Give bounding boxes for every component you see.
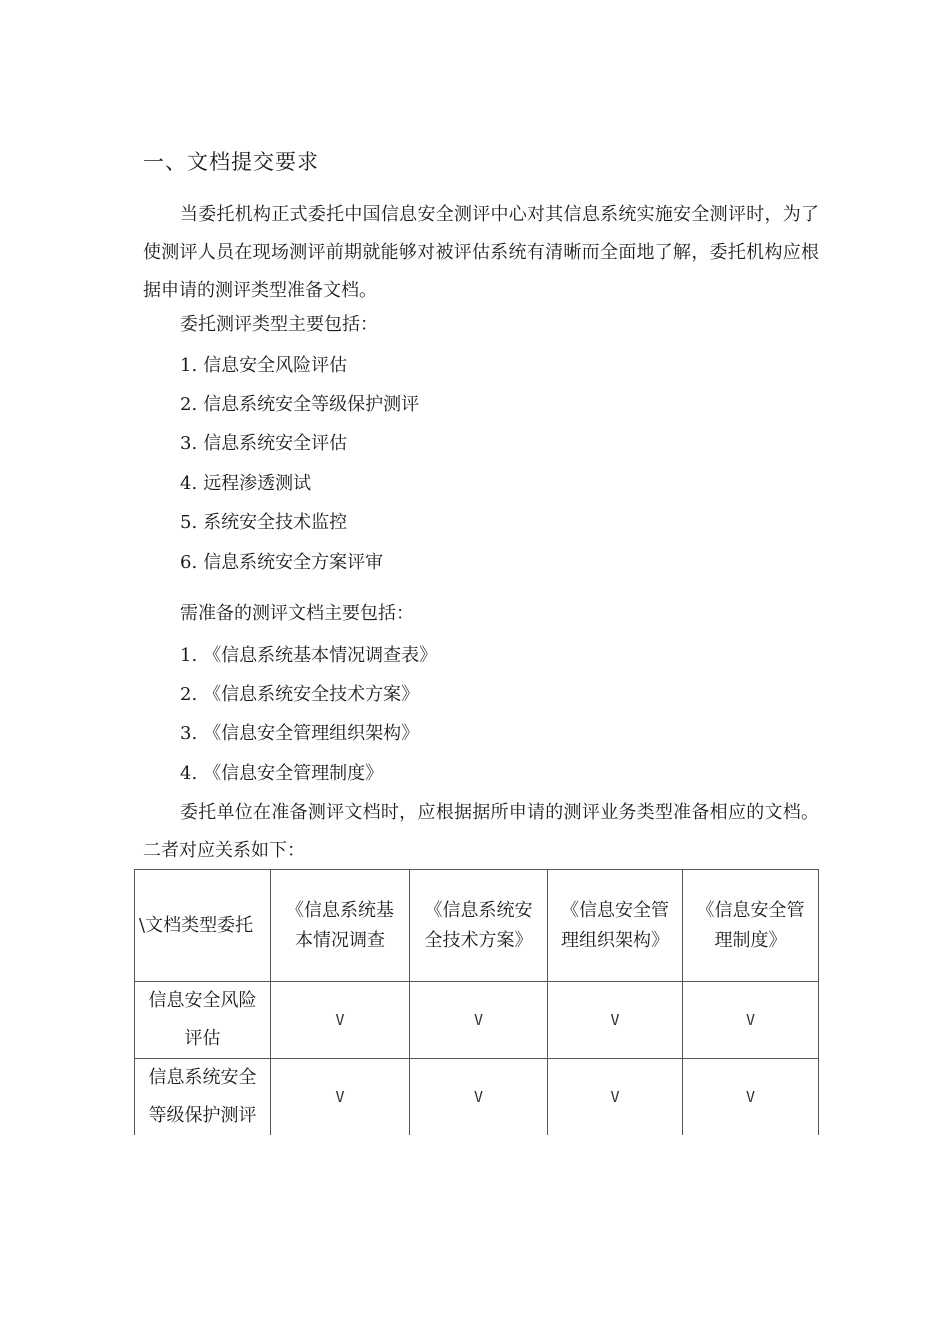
docs-title: 需准备的测评文档主要包括： bbox=[180, 603, 414, 624]
type-item-2 bbox=[180, 393, 419, 417]
intro-paragraph: 当委托机构正式委托中国信息安全测评中心对其信息系统实施安全测评时，为了使测评人员在现场测评前期就能够对被评估系统有清晰而全面地了解，委托机构应根据申请的测评类型准备文档。 bbox=[143, 204, 819, 301]
table-corner-cell: \文档类型委托 bbox=[135, 870, 271, 982]
table-row-label: 信息安全风险评估 bbox=[135, 982, 271, 1059]
doc-item-3 bbox=[180, 722, 419, 746]
list-number: 1. bbox=[180, 355, 198, 376]
doc-item-2 bbox=[180, 683, 419, 707]
type-item-3 bbox=[180, 432, 347, 456]
list-number: 3. bbox=[180, 433, 198, 454]
list-number: 4. bbox=[180, 763, 198, 784]
list-text: 《信息安全管理组织架构》 bbox=[203, 723, 420, 744]
list-text: 《信息系统安全技术方案》 bbox=[203, 684, 420, 705]
list-number: 2. bbox=[180, 394, 198, 415]
list-number: 4. bbox=[180, 473, 198, 494]
type-item-6 bbox=[180, 551, 383, 575]
table-check-mark: V bbox=[683, 1059, 819, 1136]
list-text: 信息系统安全等级保护测评 bbox=[203, 394, 420, 415]
type-item-1 bbox=[180, 354, 347, 378]
list-text: 《信息系统基本情况调查表》 bbox=[203, 645, 438, 666]
relation-table bbox=[134, 869, 819, 1135]
table-check-mark: V bbox=[548, 1059, 683, 1136]
table-column-header: 《信息安全管理制度》 bbox=[683, 870, 819, 982]
table-check-mark: V bbox=[410, 982, 548, 1059]
table-column-header: 《信息系统基本情况调查 bbox=[271, 870, 410, 982]
table-check-mark: V bbox=[548, 982, 683, 1059]
list-text: 远程渗透测试 bbox=[203, 473, 312, 494]
table-row-label: 信息系统安全等级保护测评 bbox=[135, 1059, 271, 1136]
table-check-mark: V bbox=[271, 1059, 410, 1136]
list-number: 6. bbox=[180, 552, 198, 573]
table-column-header: 《信息安全管理组织架构》 bbox=[548, 870, 683, 982]
list-number: 2. bbox=[180, 684, 198, 705]
list-number: 1. bbox=[180, 645, 198, 666]
table-row bbox=[135, 1059, 819, 1136]
table-check-mark: V bbox=[271, 982, 410, 1059]
table-row bbox=[135, 982, 819, 1059]
list-text: 信息系统安全评估 bbox=[203, 433, 348, 454]
type-item-5 bbox=[180, 511, 347, 535]
doc-item-1 bbox=[180, 644, 437, 668]
list-number: 3. bbox=[180, 723, 198, 744]
list-text: 《信息安全管理制度》 bbox=[203, 763, 384, 784]
table-check-mark: V bbox=[410, 1059, 548, 1136]
relation-paragraph: 委托单位在准备测评文档时，应根据据所申请的测评业务类型准备相应的文档。二者对应关系如下： bbox=[143, 802, 819, 861]
doc-item-4 bbox=[180, 762, 383, 786]
list-number: 5. bbox=[180, 512, 198, 533]
table-check-mark: V bbox=[683, 982, 819, 1059]
list-text: 系统安全技术监控 bbox=[203, 512, 348, 533]
table-column-header: 《信息系统安全技术方案》 bbox=[410, 870, 548, 982]
types-title: 委托测评类型主要包括： bbox=[180, 314, 378, 335]
list-text: 信息安全风险评估 bbox=[203, 355, 348, 376]
section-heading: 一、文档提交要求 bbox=[143, 150, 319, 174]
list-text: 信息系统安全方案评审 bbox=[203, 552, 384, 573]
type-item-4 bbox=[180, 472, 311, 496]
table-header-row bbox=[135, 870, 819, 982]
